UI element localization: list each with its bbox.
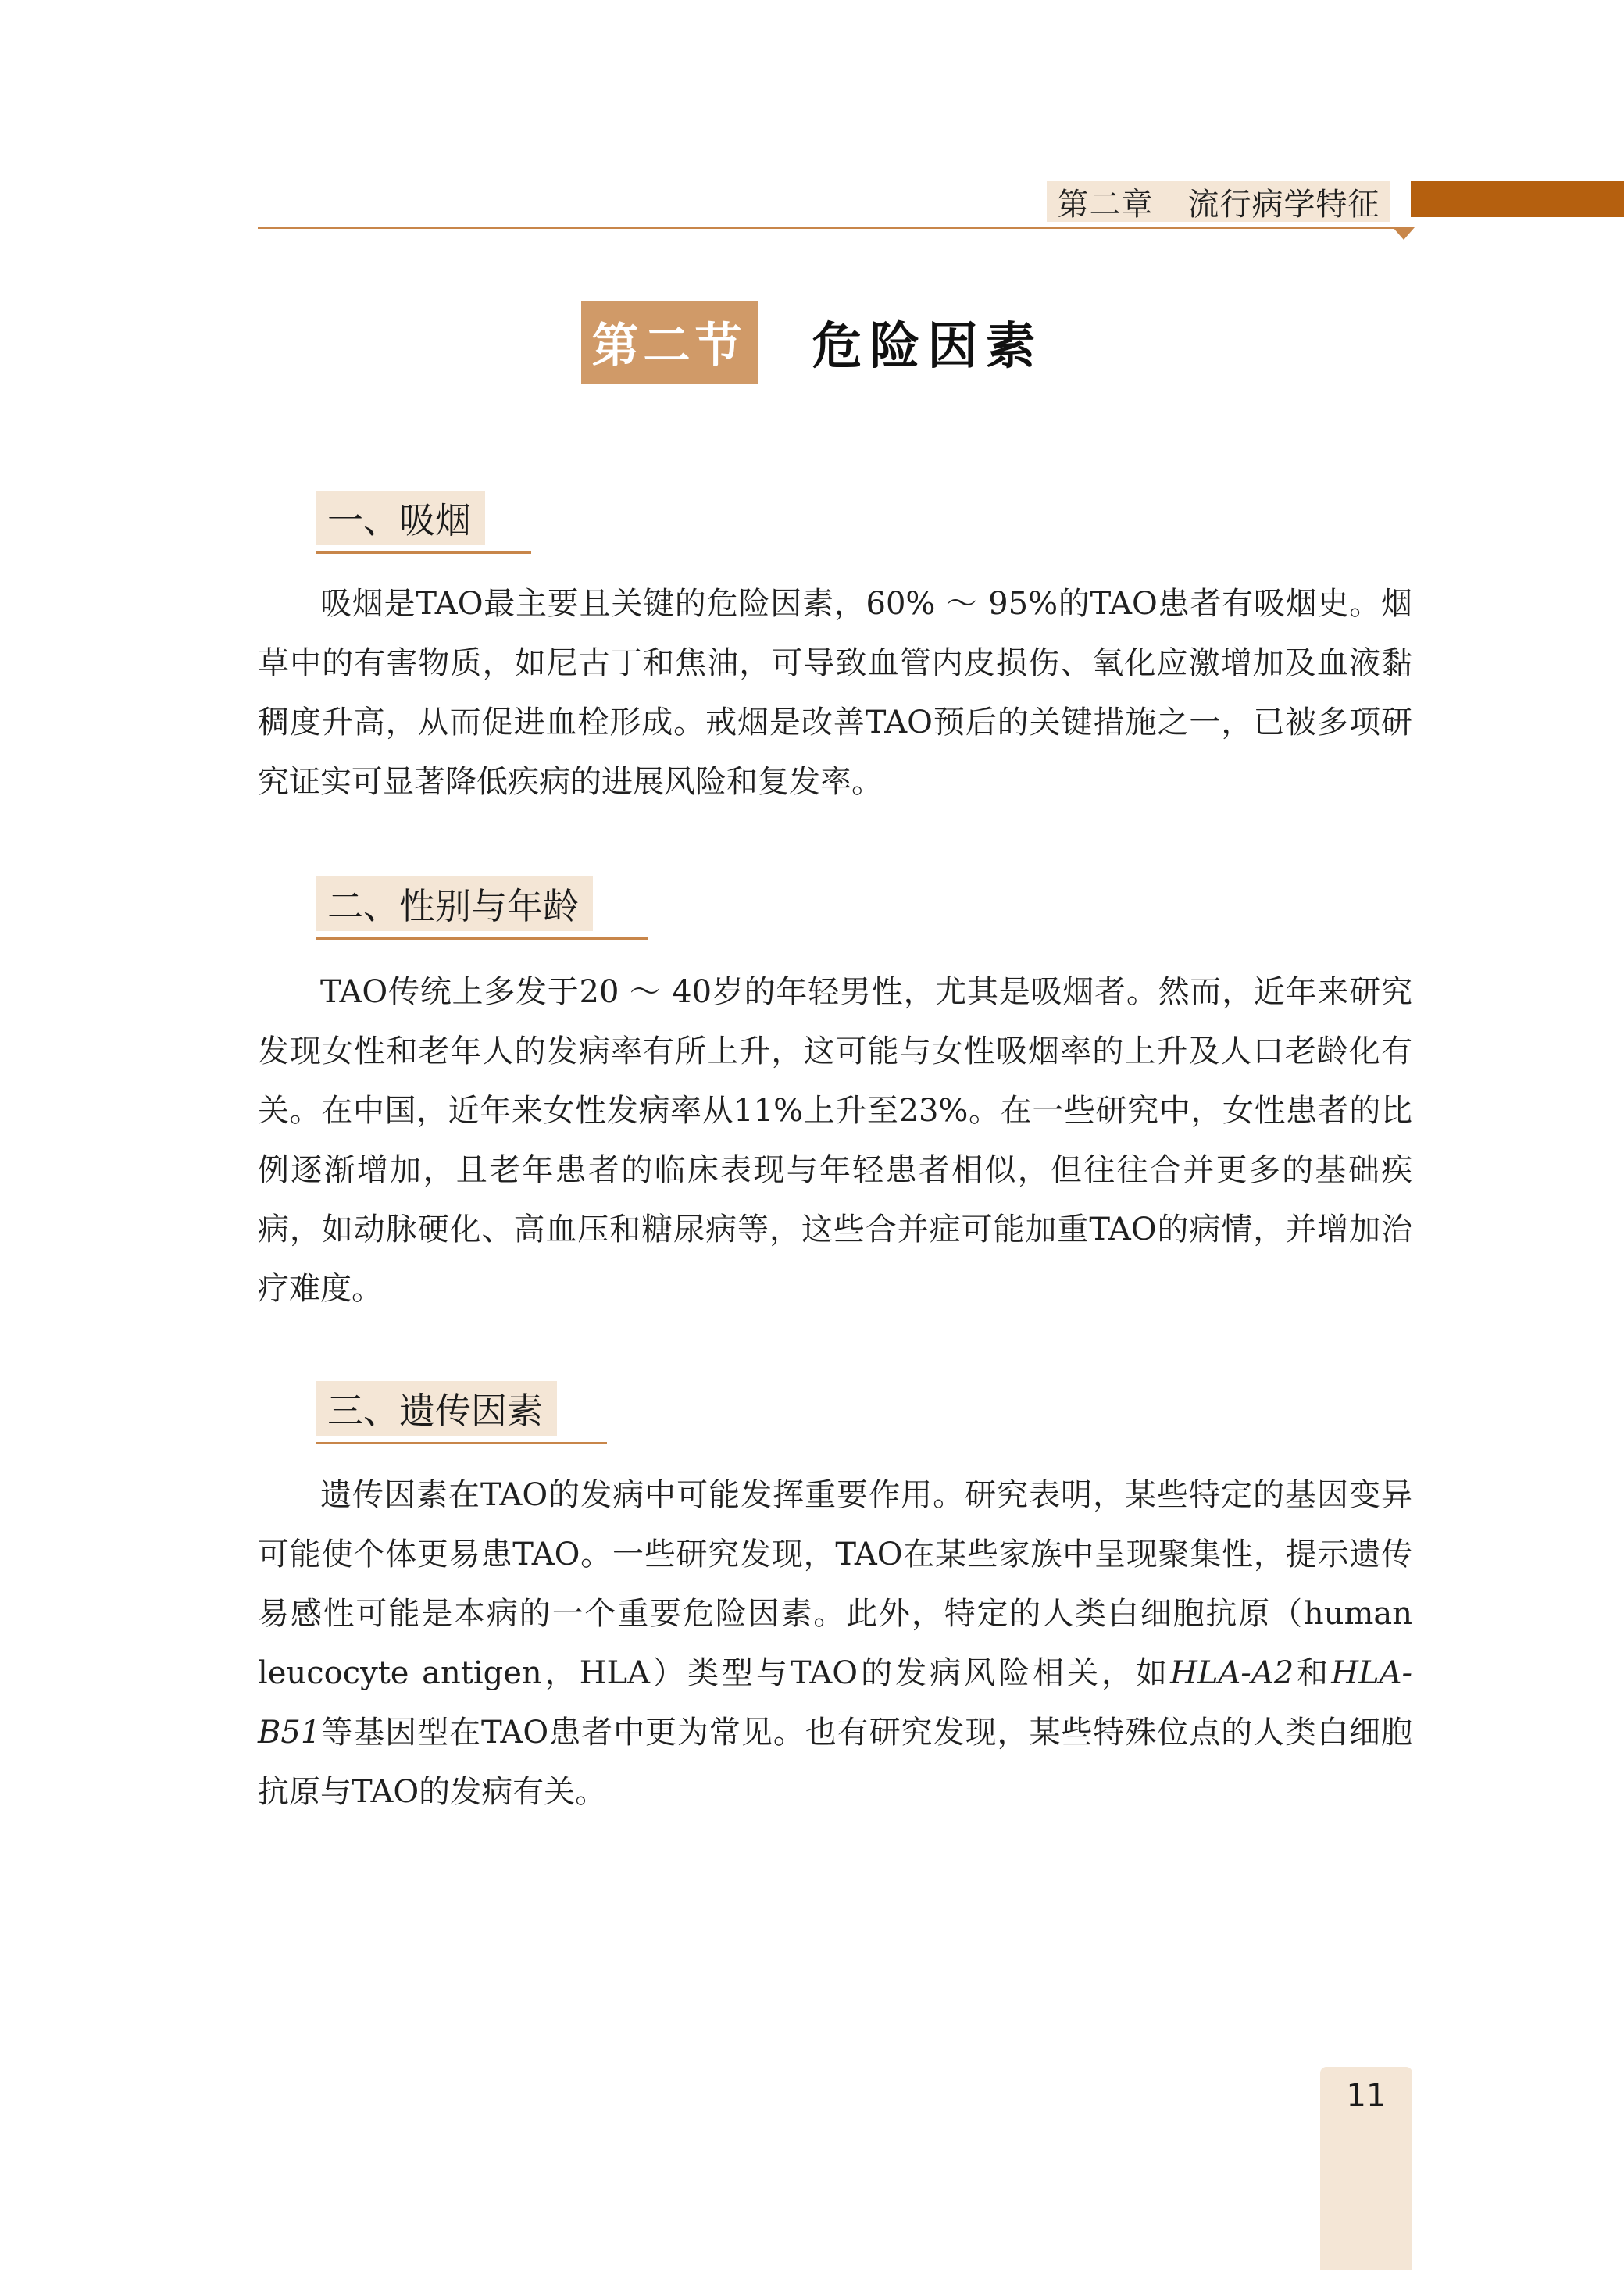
paragraph-smoking: 吸烟是TAO最主要且关键的危险因素，60% ～ 95%的TAO患者有吸烟史。烟草中的有害物质，如尼古丁和焦油，可导致血管内皮损伤、氧化应激增加及血液黏稠度升高，从而促进血栓形成。戒烟是改善TAO预后的关键措施之一，已被多项研究证实可显著降低疾病的进展风险和复发率。 xyxy=(258,586,1412,800)
paragraph-text: 和 xyxy=(1294,1655,1332,1691)
paragraph-text: 遗传因素在TAO的发病中可能发挥重要作用。研究表明，某些特定的基因变异可能使个体更易患TAO。一些研究发现，TAO在某些家族中呈现聚集性，提示遗传易感性可能是本病的一个重要危险因素。此外，特定的人类白细胞抗原（human leucocyte antigen，HLA）类型与TAO的发病风险相关，如 xyxy=(258,1477,1412,1691)
section-title xyxy=(0,301,1624,384)
subsection-heading-label: 二、性别与年龄 xyxy=(316,876,593,931)
header-rule xyxy=(258,227,1398,229)
subsection-heading-label: 三、遗传因素 xyxy=(316,1381,557,1436)
header-accent-bar xyxy=(1411,181,1624,217)
subsection-heading-smoking xyxy=(316,491,531,554)
chapter-number: 第二章 xyxy=(1057,186,1154,223)
subsection-heading-genetics xyxy=(316,1381,607,1444)
page-number: 11 xyxy=(1346,2078,1387,2114)
subsection-heading-label: 一、吸烟 xyxy=(316,491,485,545)
heading-underline xyxy=(316,551,531,554)
section-number: 第二节 xyxy=(581,301,758,384)
heading-underline xyxy=(316,937,648,940)
running-header xyxy=(1047,181,1390,222)
chapter-title: 流行病学特征 xyxy=(1187,186,1380,223)
gene-name: HLA-A2 xyxy=(1169,1655,1294,1691)
gene-name: HLA-B51 xyxy=(258,1655,1412,1751)
paragraph-sex-age: TAO传统上多发于20 ～ 40岁的年轻男性，尤其是吸烟者。然而，近年来研究发现女性和老年人的发病率有所上升，这可能与女性吸烟率的上升及人口老龄化有关。在中国，近年来女性发病率从11%上升至23%。在一些研究中，女性患者的比例逐渐增加，且老年患者的临床表现与年轻患者相似，但往往合并更多的基础疾病，如动脉硬化、高血压和糖尿病等，这些合并症可能加重TAO的病情，并增加治疗难度。 xyxy=(258,974,1412,1307)
heading-underline xyxy=(316,1442,607,1444)
header-notch-marker xyxy=(1393,227,1415,240)
page-number-tab xyxy=(1320,2067,1412,2270)
paragraph-genetics xyxy=(258,1465,1412,1822)
paragraph-text: 等基因型在TAO患者中更为常见。也有研究发现，某些特殊位点的人类白细胞抗原与TAO的发病有关。 xyxy=(258,1715,1412,1810)
section-name: 危险因素 xyxy=(812,318,1044,376)
subsection-heading-sex-age xyxy=(316,876,648,940)
